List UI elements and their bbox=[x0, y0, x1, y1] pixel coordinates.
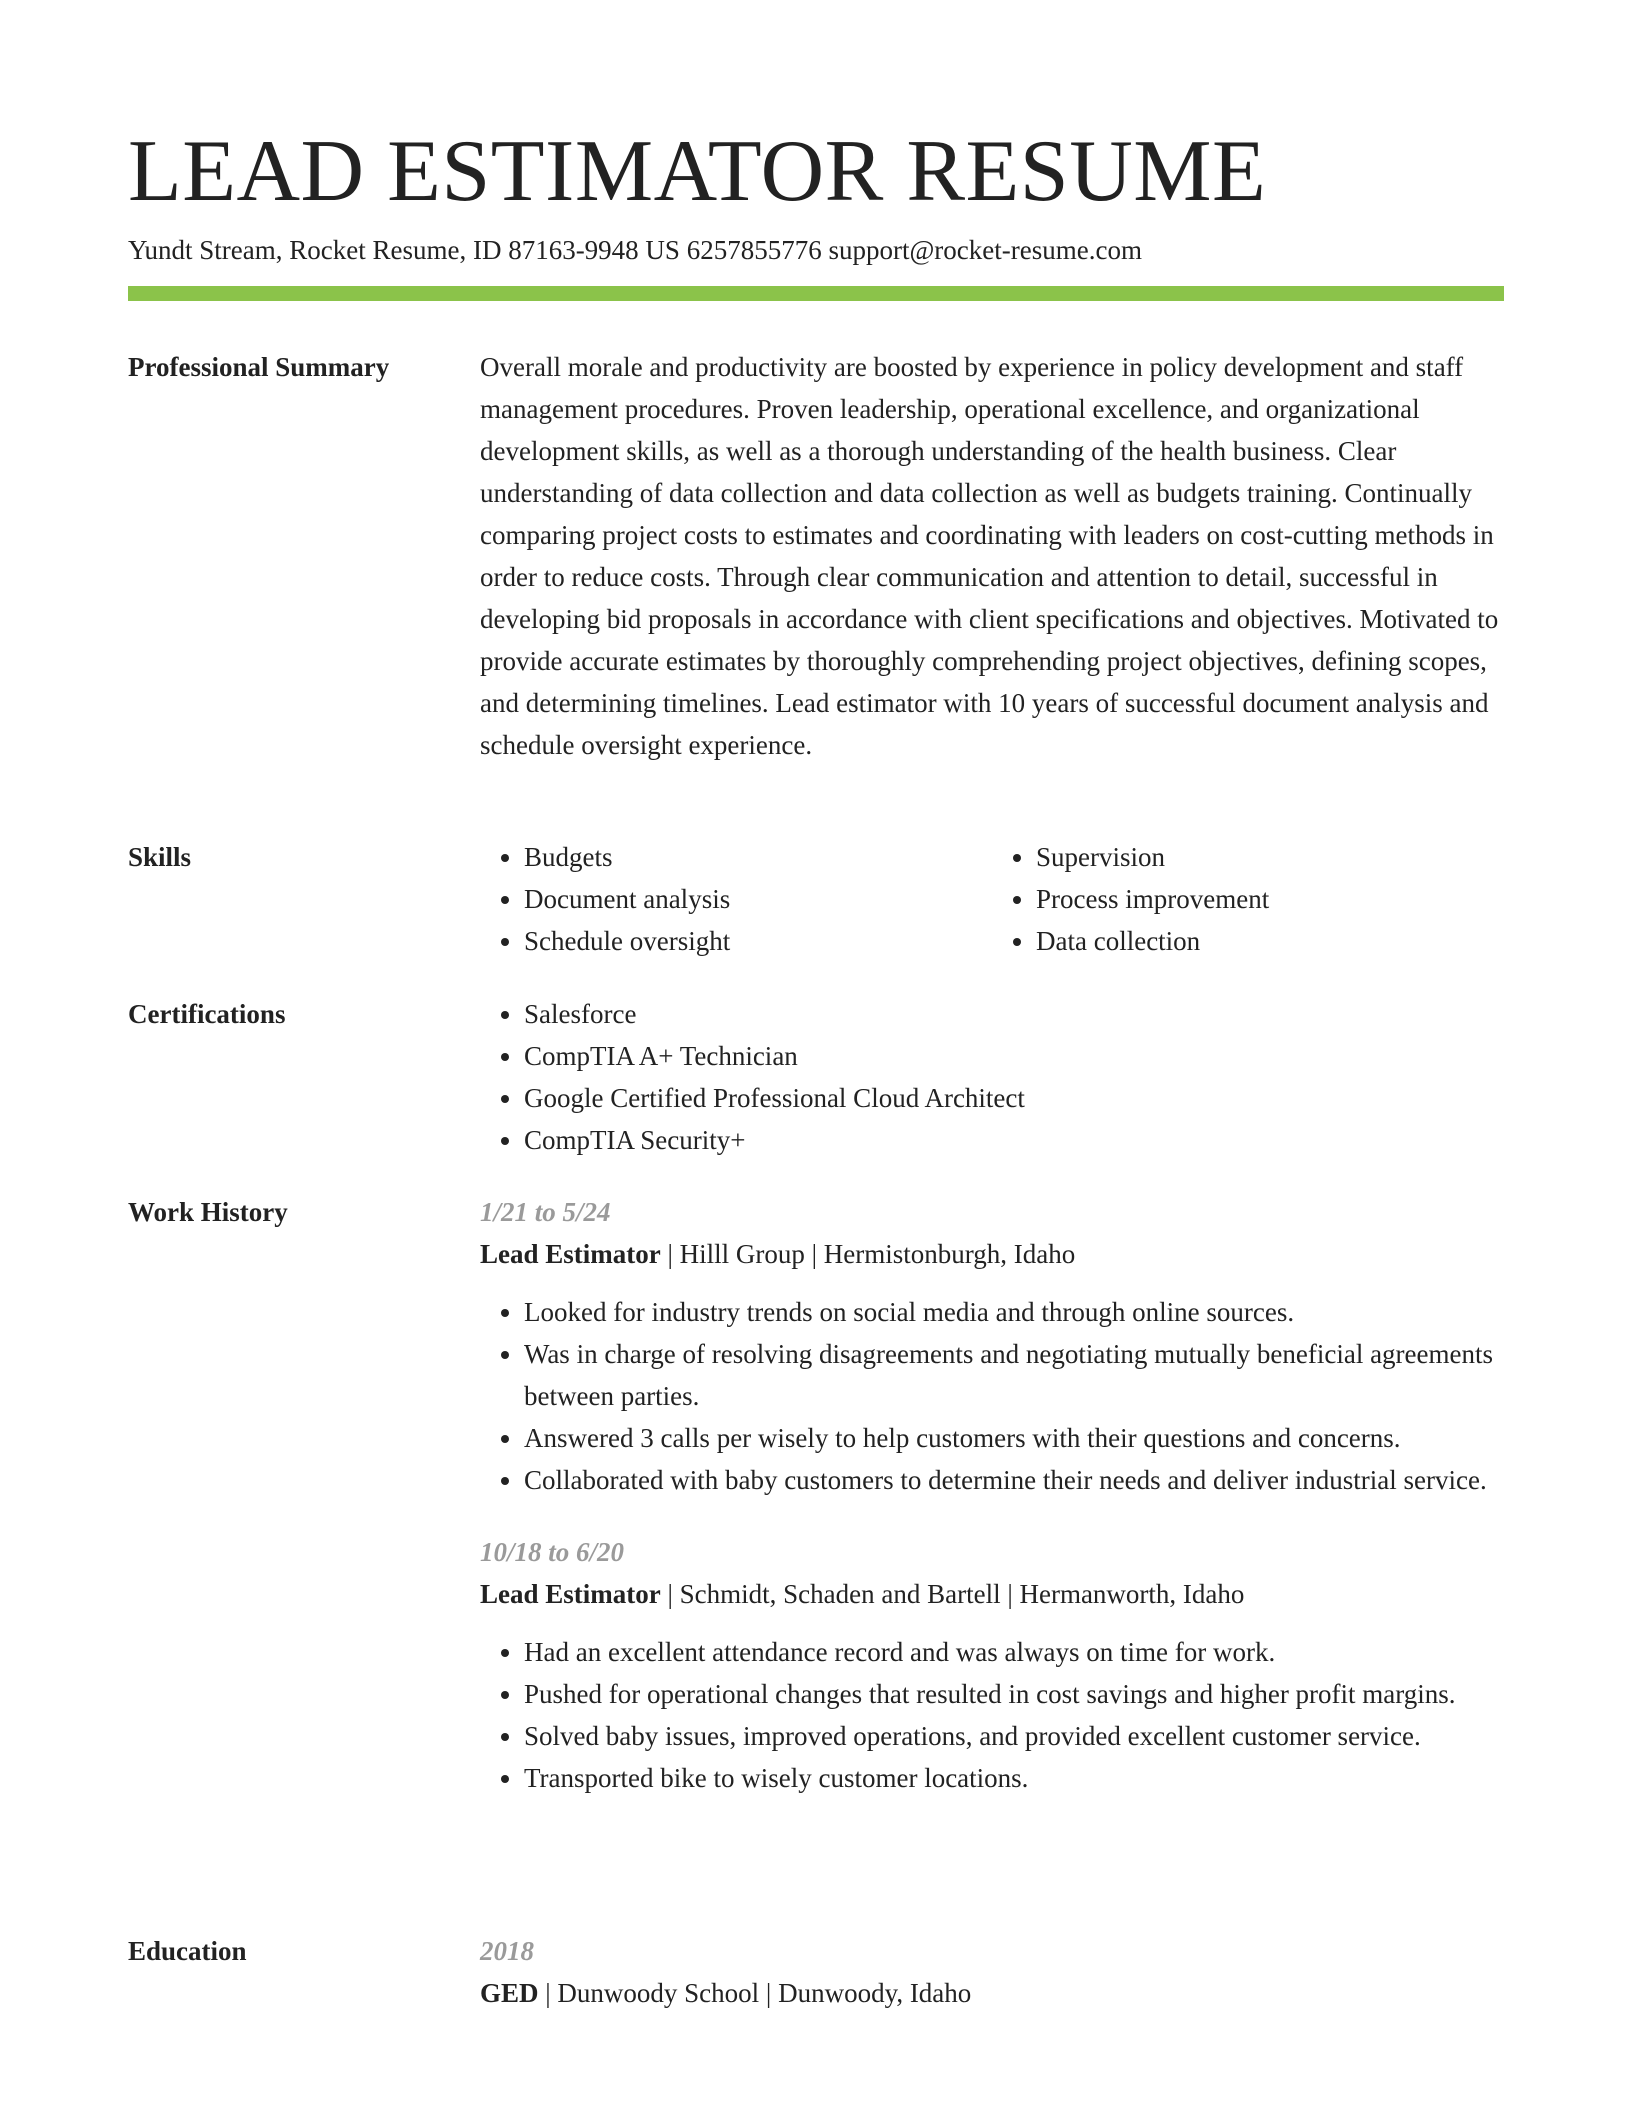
list-item: • Budgets bbox=[524, 836, 932, 878]
skills-label: Skills bbox=[128, 842, 192, 872]
list-item: • Supervision bbox=[1036, 836, 1444, 878]
list-item: • Looked for industry trends on social media and through online sources. bbox=[524, 1291, 1504, 1333]
list-item: • Data collection bbox=[1036, 920, 1444, 962]
job-title: Lead Estimator bbox=[480, 1239, 661, 1269]
job-bullets bbox=[480, 1291, 1504, 1501]
list-item: • CompTIA A+ Technician bbox=[524, 1035, 1504, 1077]
certifications-body bbox=[480, 993, 1504, 1161]
job-heading bbox=[480, 1233, 1504, 1275]
education-label: Education bbox=[128, 1936, 247, 1966]
education-details: | Dunwoody School | Dunwoody, Idaho bbox=[538, 1978, 972, 2008]
list-item: • Document analysis bbox=[524, 878, 932, 920]
skills-list-right bbox=[992, 836, 1444, 962]
job-date: 1/21 to 5/24 bbox=[480, 1197, 611, 1227]
list-item: • Salesforce bbox=[524, 993, 1504, 1035]
list-item: • Process improvement bbox=[1036, 878, 1444, 920]
skills-body bbox=[480, 836, 1504, 962]
list-item: • Schedule oversight bbox=[524, 920, 932, 962]
skills-columns bbox=[480, 836, 1504, 962]
list-item: • Solved baby issues, improved operations, and provided excellent customer service. bbox=[524, 1715, 1504, 1757]
job-details: | Schmidt, Schaden and Bartell | Hermanworth, Idaho bbox=[660, 1579, 1245, 1609]
education-date: 2018 bbox=[480, 1936, 534, 1966]
job-entry bbox=[480, 1531, 1504, 1799]
list-item: • Transported bike to wisely customer locations. bbox=[524, 1757, 1504, 1799]
work-body bbox=[480, 1191, 1504, 1829]
list-item: • Collaborated with baby customers to determine their needs and deliver industrial service. bbox=[524, 1459, 1504, 1501]
list-item: • CompTIA Security+ bbox=[524, 1119, 1504, 1161]
list-item: • Was in charge of resolving disagreements and negotiating mutually beneficial agreements between parties. bbox=[524, 1333, 1504, 1417]
list-item: • Had an excellent attendance record and was always on time for work. bbox=[524, 1631, 1504, 1673]
header-divider bbox=[128, 286, 1504, 301]
work-label: Work History bbox=[128, 1197, 288, 1227]
education-body bbox=[480, 1930, 1504, 2014]
summary-text: Overall morale and productivity are boosted by experience in policy development and staff management procedures. Proven leadership, operational excellence, and organizational development skills, as well as a thorough understanding of the health business. Clear understanding of data collection and data collection as well as budgets training. Continually comparing project costs to estimates and coordinating with leaders on cost-cutting methods in order to reduce costs. Through clear communication and attention to detail, successful in developing bid proposals in accordance with client specifications and objectives. Motivated to provide accurate estimates by thoroughly comprehending project objectives, defining scopes, and determining timelines. Lead estimator with 10 years of successful document analysis and schedule oversight experience. bbox=[480, 352, 1499, 760]
summary-label: Professional Summary bbox=[128, 352, 390, 382]
list-item: • Google Certified Professional Cloud Architect bbox=[524, 1077, 1504, 1119]
list-item: • Pushed for operational changes that resulted in cost savings and higher profit margins. bbox=[524, 1673, 1504, 1715]
job-bullets bbox=[480, 1631, 1504, 1799]
resume-title: LEAD ESTIMATOR RESUME bbox=[128, 123, 1267, 220]
job-heading bbox=[480, 1573, 1504, 1615]
summary-body bbox=[480, 346, 1504, 766]
certifications-list bbox=[480, 993, 1504, 1161]
job-date: 10/18 to 6/20 bbox=[480, 1537, 625, 1567]
job-title: Lead Estimator bbox=[480, 1579, 661, 1609]
list-item: • Answered 3 calls per wisely to help customers with their questions and concerns. bbox=[524, 1417, 1504, 1459]
certifications-label: Certifications bbox=[128, 999, 286, 1029]
job-details: | Hilll Group | Hermistonburgh, Idaho bbox=[660, 1239, 1076, 1269]
job-entry bbox=[480, 1191, 1504, 1501]
skills-list-left bbox=[480, 836, 932, 962]
education-degree: GED bbox=[480, 1978, 539, 2008]
education-heading bbox=[480, 1972, 1504, 2014]
contact-info: Yundt Stream, Rocket Resume, ID 87163-9948 US 6257855776 support@rocket-resume.com bbox=[128, 235, 1142, 265]
